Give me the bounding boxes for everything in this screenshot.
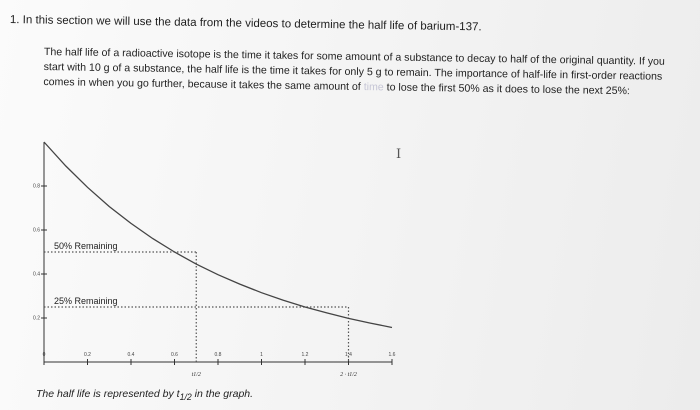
caption-prefix: The half life is represented by	[36, 388, 177, 400]
caption-suffix: in the graph.	[191, 388, 254, 400]
y-tick-label: 0.2	[33, 315, 40, 322]
explanation-paragraph	[43, 45, 680, 100]
x-tick-label: 1.4	[345, 352, 352, 358]
x-marker-label: 2 · t1/2	[340, 372, 357, 378]
annotation-label: 50% Remaining	[54, 241, 118, 251]
half-life-chart-svg	[30, 136, 410, 376]
caption-symbol: t	[176, 388, 180, 400]
question-title	[10, 14, 670, 36]
x-tick-label: 0.8	[214, 352, 222, 358]
x-tick-label: 1.6	[388, 352, 396, 358]
half-life-graph	[30, 136, 410, 376]
annotation-label: 25% Remaining	[54, 296, 118, 306]
y-tick-label: 0.6	[33, 227, 40, 234]
paragraph-text-2: to lose the first 50% as it does to lose the next 25%:	[383, 81, 630, 98]
paragraph-text-1: The half life of a radioactive isotope is the time it takes for some amount of a substance to decay to half of the original quantity. If you start with 10 g of a substance, the half life is the time it takes for only 5 g to remain. The importance of half-life in first-order reactions comes in when you go further, because it takes the same amount of	[43, 45, 665, 94]
x-tick-label: 0.2	[84, 352, 91, 358]
graph-caption	[36, 388, 253, 402]
x-tick-label: 1	[260, 352, 263, 358]
y-tick-label: 0.8	[33, 183, 40, 190]
x-tick-label: 1.2	[301, 352, 309, 358]
x-tick-label: 0.4	[127, 352, 135, 358]
question-number: 1.	[9, 14, 20, 27]
y-tick-label: 0.4	[33, 271, 40, 278]
x-tick-label: 0	[42, 352, 46, 358]
caption-subscript: 1/2	[179, 392, 192, 403]
paragraph-faded-word: time	[363, 81, 384, 94]
x-marker-label: t1/2	[191, 372, 201, 378]
text-cursor-icon: I	[396, 147, 402, 162]
question-title-text: In this section we will use the data from the videos to determine the half life of barium-137.	[22, 14, 482, 34]
x-tick-label: 0.6	[171, 352, 178, 358]
